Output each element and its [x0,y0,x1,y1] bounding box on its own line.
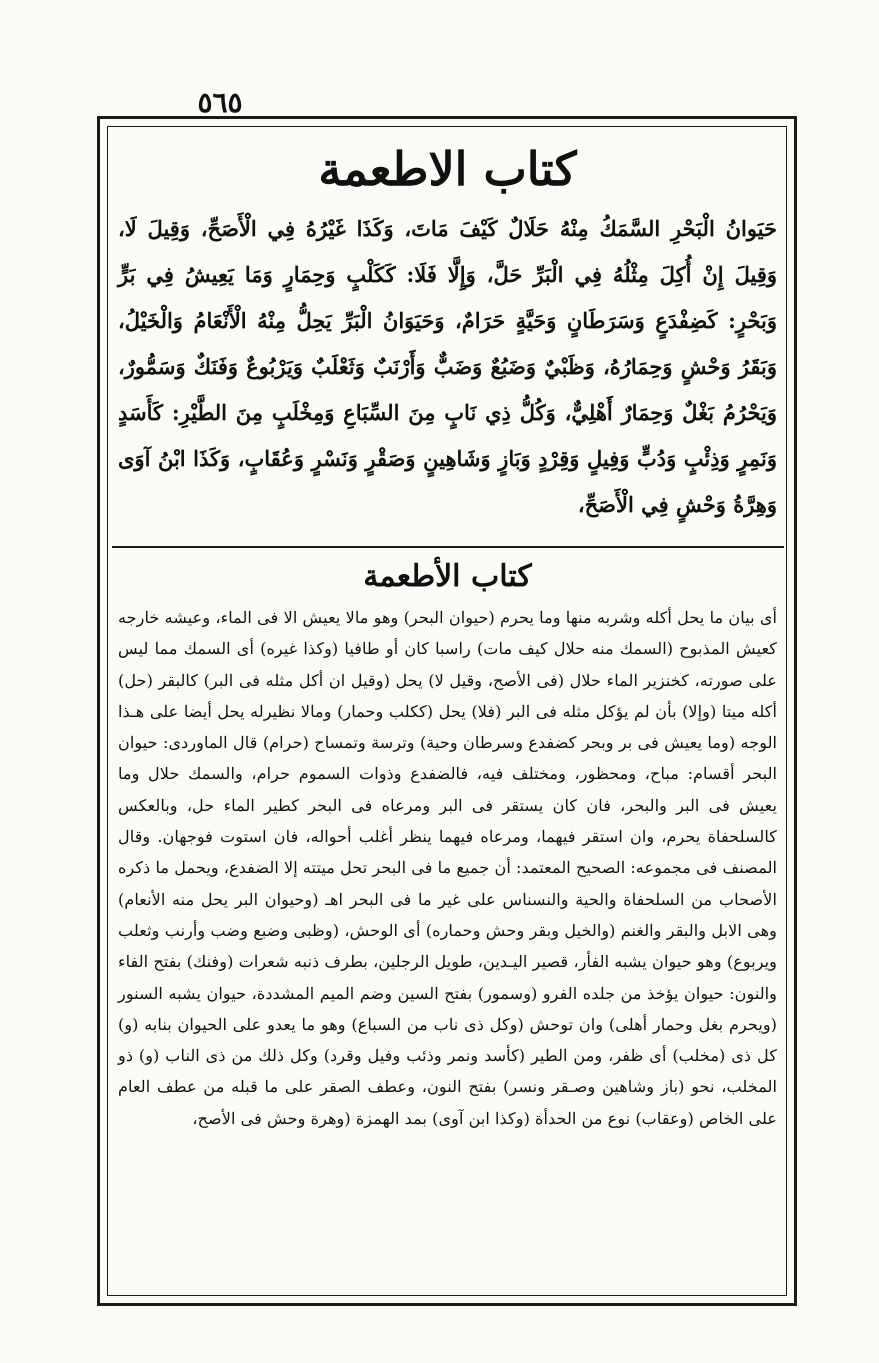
sharh-section [110,553,785,1293]
matn-paragraph: حَيَوانُ الْبَحْرِ السَّمَكُ مِنْهُ حَلَالٌ كَيْفَ مَاتَ، وَكَذَا غَيْرُهُ فِي الْأَصَحِّ، وَقِيلَ لَا، وَقِيلَ إِنْ أُكِلَ مِثْلُهُ فِي الْبَرِّ حَلَّ، وَإِلَّا فَلَا: كَكَلْبٍ وَحِمَارٍ وَمَا يَعِيشُ فِي بَرٍّ وَبَحْرٍ: كَضِفْدَعٍ وَسَرَطَانٍ وَحَيَّةٍ حَرَامٌ، وَحَيَوَانُ الْبَرِّ يَحِلُّ مِنْهُ الْأَنْعَامُ وَالْخَيْلُ، وَبَقَرُ وَحْشٍ وَحِمَارُهُ، وَظَبْيٌ وَضَبُعٌ وَضَبٌّ وَأَرْنَبٌ وَثَعْلَبٌ وَيَرْبُوعٌ وَفَنَكٌ وَسَمُّورٌ، وَيَحْرُمُ بَغْلٌ وَحِمَارٌ أَهْلِيٌّ، وَكُلُّ ذِي نَابٍ مِنَ السِّبَاعِ وَمِخْلَبٍ مِنَ الطَّيْرِ: كَأَسَدٍ وَنَمِرٍ وَذِئْبٍ وَدُبٍّ وَفِيلٍ وَقِرْدٍ وَبَازٍ وَشَاهِينٍ وَصَقْرٍ وَنَسْرٍ وَعُقَابٍ، وَكَذَا ابْنُ آوَى وَهِرَّةُ وَحْشٍ فِي الْأَصَحِّ، [118,216,777,517]
sharh-text-block [110,602,785,1134]
section-divider [112,546,784,548]
page-number: ٥٦٥ [197,86,243,119]
matn-section [110,130,785,545]
matn-title: كتاب الاطعمة [318,142,577,196]
sharh-paragraph: أى بيان ما يحل أكله وشربه منها وما يحرم (حيوان البحر) وهو مالا يعيش الا فى الماء، وعيشه خارجه كعيش المذبوح (السمك منه حلال كيف مات) راسبا كان أو طافيا (وكذا غيره) أى السمك مما ليس على صورته، كخنزير الماء حلال (فى الأصح، وقيل لا) يحل (وقيل ان أكل مثله فى البر) كالبقر (حل) أكله ميتا (وإلا) بأن لم يؤكل مثله فى البر (فلا) يحل (ككلب وحمار) ومالا نظيرله يحل أيضا على هـذا الوجه (وما يعيش فى بر وبحر كضفدع وسرطان وحية) وترسة وتمساح (حرام) قال الماوردى: حيوان البحر أقسام: مباح، ومحظور، ومختلف فيه، فالضفدع وذوات السموم حرام، والسمك حلال وما يعيش فى البر والبحر، فان كان يستقر فى البر ومرعاه فى البحر كطير الماء حل، وبالعكس كالسلحفاة يحرم، وان استقر فيهما، ومرعاه فيهما ينظر أغلب أحواله، فان استوت فوجهان. وقال المصنف فى مجموعه: الصحيح المعتمد: أن جميع ما فى البحر تحل ميتته إلا الضفدع، ويحمل ما ذكره الأصحاب من السلحفاة والحية والنسناس على غير ما فى البحر اهـ (وحيوان البر يحل منه الأنعام) وهى الابل والبقر والغنم (والخيل وبقر وحش وحماره) أى الوحش، (وظبى وضبع وضب وأرنب وثعلب ويربوع) وهو حيوان يشبه الفأر، قصير اليـدين، طويل الرجلين، بطرف ذنبه شعرات (وفنك) بفتح الفاء والنون: حيوان يؤخذ من جلده الفرو (وسمور) بفتح السين وضم الميم المشددة، حيوان يشبه السنور (ويحرم بغل وحمار أهلى) وان توحش (وكل ذى ناب من السباع) وهو ما يعدو على الحيوان بنابه (و) كل ذى (مخلب) أى ظفر، ومن الطير (كأسد ونمر وذئب وفيل وقرد) وكل ذلك من ذى الناب (و) ذو المخلب، نحو (باز وشاهين وصـقر ونسر) بفتح النون، وعطف الصقر على ما قبله من عطف العام على الخاص (وعقاب) نوع من الحدأة (وكذا ابن آوى) بمد الهمزة (وهرة وحش فى الأصح، [118,608,777,1128]
matn-text-block [110,206,785,528]
sharh-title: كتاب الأطعمة [363,559,532,594]
